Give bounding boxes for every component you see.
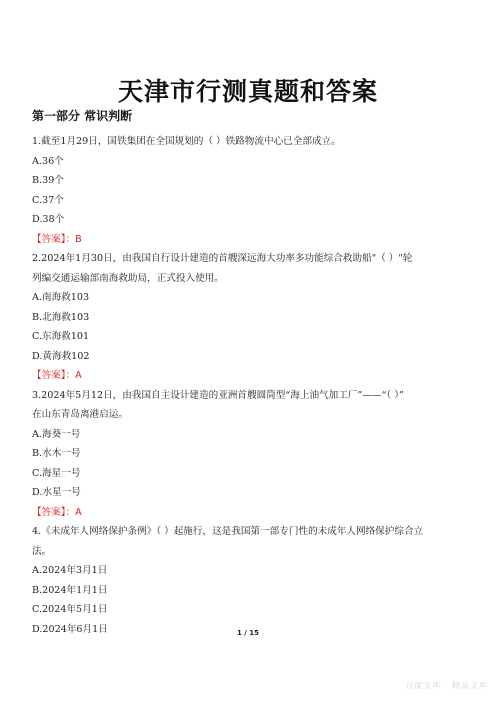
option-3c: C.海星一号 xyxy=(32,467,81,479)
question-stem-1: 1.截至1月29日，国铁集团在全国规划的（ ）铁路物流中心已全部成立。 xyxy=(32,136,341,147)
option-4c: C.2024年5月1日 xyxy=(32,604,108,615)
question-stem-2-line-1: 2.2024年1月30日，由我国自行设计建造的首艘深远海大功率多功能综合救助船"（ ）"轮 xyxy=(32,253,413,264)
option-2a: A.南海救103 xyxy=(32,292,90,303)
question-stem-3-line-1: 3.2024年5月12日，由我国自主设计建造的亚洲首艘圆筒型“海上油气加工厂”——“（ ）” xyxy=(32,389,404,401)
section-heading: 第一部分 常识判断 xyxy=(32,109,133,123)
question-stem-4-line-1: 4.《未成年人网络保护条例》（ ）起施行，这是我国第一部专门性的未成年人网络保护综合立 xyxy=(32,526,424,537)
option-3a: A.海葵一号 xyxy=(32,428,81,440)
document-title: 天津市行测真题和答案 xyxy=(117,77,378,106)
option-1c: C.37个 xyxy=(32,194,64,206)
question-stem-4-line-2: 法。 xyxy=(32,545,52,557)
option-1a: A.36个 xyxy=(32,155,64,167)
option-3d: D.水星一号 xyxy=(32,487,81,498)
question-stem-3-line-2: 在山东青岛离港启运。 xyxy=(32,409,128,420)
option-4d: D.2024年6月1日 xyxy=(32,623,108,635)
option-1b: B.39个 xyxy=(32,175,64,186)
option-2c: C.东海救101 xyxy=(32,331,90,342)
option-4a: A.2024年3月1日 xyxy=(32,565,108,576)
answer-2: 【答案】：A xyxy=(32,370,82,381)
page-number: 1 / 15 xyxy=(236,629,260,637)
option-4b: B.2024年1月1日 xyxy=(32,584,108,596)
question-stem-2-line-2: 列编交通运输部南海救助局，正式投入使用。 xyxy=(32,272,224,284)
answer-1: 【答案】：B xyxy=(32,233,82,245)
option-3b: B.水木一号 xyxy=(32,448,81,459)
option-1d: D.38个 xyxy=(32,214,65,225)
watermark: 百度文库 · 精品文库 xyxy=(405,681,488,690)
option-2d: D.黄海救102 xyxy=(32,350,90,362)
answer-3: 【答案】：A xyxy=(32,506,82,518)
question-list xyxy=(32,132,472,639)
option-2b: B.北海救103 xyxy=(32,311,90,323)
